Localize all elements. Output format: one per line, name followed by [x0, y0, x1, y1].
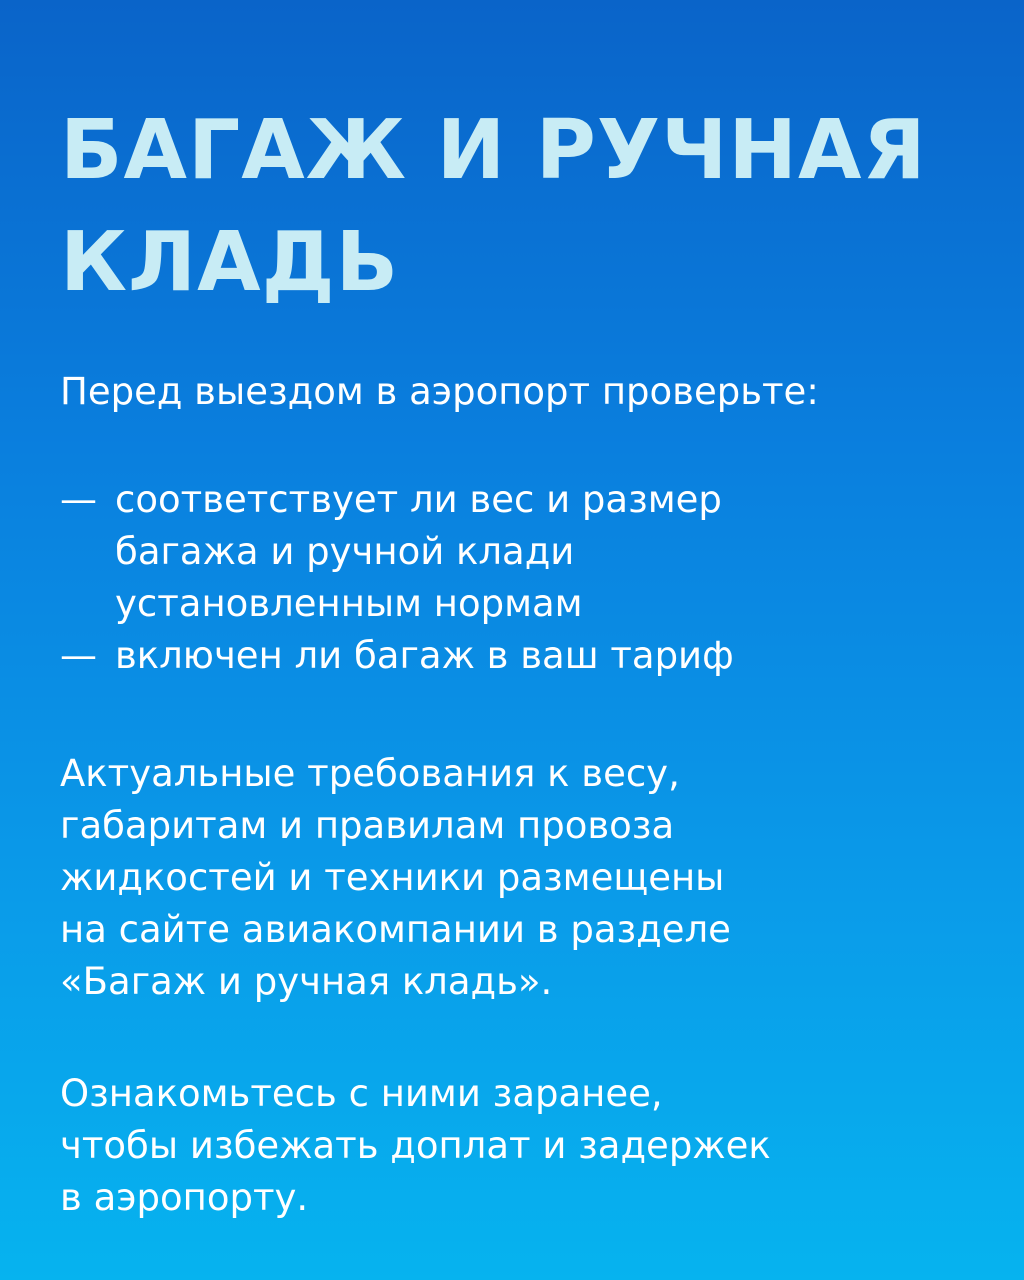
paragraph-line: Актуальные требования к весу,	[60, 752, 680, 795]
checklist	[60, 474, 734, 682]
checklist-line: соответствует ли вес и размер	[115, 478, 722, 521]
paragraph-line: «Багаж и ручная кладь».	[60, 960, 553, 1003]
requirements-paragraph	[60, 748, 731, 1008]
paragraph-line: в аэропорту.	[60, 1176, 309, 1219]
checklist-line: багажа и ручной клади	[115, 530, 575, 573]
page-title	[60, 95, 980, 319]
dash-marker: —	[60, 634, 97, 677]
title-line-2: КЛАДЬ	[60, 215, 400, 310]
paragraph-line: чтобы избежать доплат и задержек	[60, 1124, 771, 1167]
checklist-item-text	[115, 630, 734, 682]
dash-marker: —	[60, 478, 97, 521]
checklist-item-weight-size	[60, 474, 734, 630]
lead-text: Перед выездом в аэропорт проверьте:	[60, 370, 819, 413]
paragraph-line: на сайте авиакомпании в разделе	[60, 908, 731, 951]
title-line-1: БАГАЖ И РУЧНАЯ	[60, 103, 927, 198]
checklist-line: включен ли багаж в ваш тариф	[115, 634, 734, 677]
paragraph-line: габаритам и правилам провоза	[60, 804, 675, 847]
checklist-line: установленным нормам	[115, 582, 583, 625]
advice-paragraph	[60, 1068, 771, 1224]
checklist-item-tariff	[60, 630, 734, 682]
checklist-item-text	[115, 474, 722, 630]
paragraph-line: жидкостей и техники размещены	[60, 856, 725, 899]
paragraph-line: Ознакомьтесь с ними заранее,	[60, 1072, 663, 1115]
